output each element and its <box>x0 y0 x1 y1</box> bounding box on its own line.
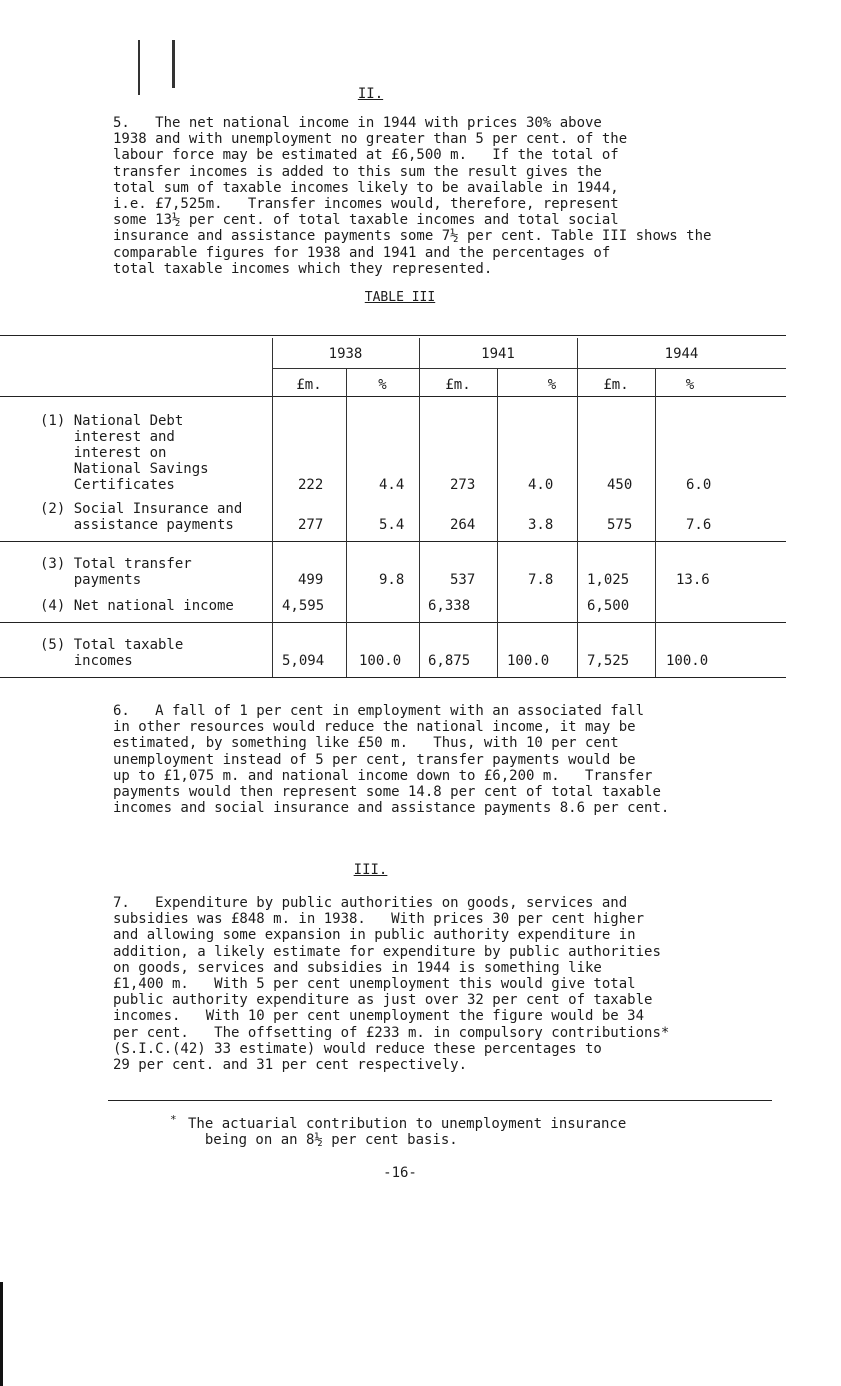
page-number: -16- <box>383 1165 417 1181</box>
table-cell: 7.8 <box>528 572 554 588</box>
section-heading-ii: II. <box>357 86 384 102</box>
table-rule <box>0 335 786 336</box>
table-cell: 5,094 <box>282 653 325 669</box>
table-row-label: (5) Total taxable incomes <box>40 637 184 669</box>
table-cell: 6,875 <box>428 653 471 669</box>
scan-artefact <box>172 40 175 88</box>
table-caption: TABLE III <box>364 290 436 305</box>
table-cell: 450 <box>607 477 633 493</box>
table-cell: 6.0 <box>686 477 712 493</box>
table-cell: 4.0 <box>528 477 554 493</box>
table-cell: 9.8 <box>379 572 405 588</box>
table-row-label: (2) Social Insurance and assistance payments <box>40 501 243 533</box>
table-cell: 575 <box>607 517 633 533</box>
table-cell: 273 <box>450 477 476 493</box>
table-unit-header: £m. <box>445 377 471 393</box>
table-unit-header: £m. <box>296 377 322 393</box>
table-year-header: 1941 <box>481 346 515 362</box>
table-cell: 7.6 <box>686 517 712 533</box>
table-cell: 4.4 <box>379 477 405 493</box>
table-rule <box>0 622 786 623</box>
table-rule <box>0 677 786 678</box>
table-unit-header: % <box>378 377 387 393</box>
table-cell: 5.4 <box>379 517 405 533</box>
footnote-text: The actuarial contribution to unemployment insurance being on an 8½ per cent basis. <box>188 1116 627 1148</box>
footnote-rule <box>108 1100 772 1101</box>
table-column-rule <box>497 368 498 677</box>
table-cell: 277 <box>298 517 324 533</box>
table-rule <box>0 541 786 542</box>
table-row-label: (3) Total transfer payments <box>40 556 192 588</box>
table-cell: 1,025 <box>587 572 630 588</box>
table-cell: 100.0 <box>359 653 402 669</box>
table-unit-header: £m. <box>603 377 629 393</box>
table-cell: 537 <box>450 572 476 588</box>
table-cell: 4,595 <box>282 598 325 614</box>
table-cell: 7,525 <box>587 653 630 669</box>
table-cell: 6,338 <box>428 598 471 614</box>
table-cell: 222 <box>298 477 324 493</box>
table-cell: 13.6 <box>676 572 710 588</box>
section-heading-iii: III. <box>353 862 388 878</box>
scan-artefact <box>0 1282 3 1386</box>
paragraph-6: 6. A fall of 1 per cent in employment with an associated fall in other resources would reduce the national income, it may be estimated, by something like £50 m. Thus, with 10 per cent unemployment instead of 5 per cent, transfer payments would be up to £1,075 m. and national income down to £6,200 m. Transfer payments would then represent some 14.8 per cent of total taxable incomes and social insurance and assistance payments 8.6 per cent. <box>113 703 670 817</box>
paragraph-5: 5. The net national income in 1944 with prices 30% above 1938 and with unemployment no greater than 5 per cent. of the labour force may be estimated at £6,500 m. If the total of transfer incomes is added to this sum the result gives the total sum of taxable incomes likely to be available in 1944, i.e. £7,525m. Transfer incomes would, therefore, represent some 13½ per cent. of total taxable incomes and total social insurance and assistance payments some 7½ per cent. Table III shows the comparable figures for 1938 and 1941 and the percentages of total taxable incomes which they represented. <box>113 115 712 277</box>
table-rule <box>272 368 786 369</box>
table-column-rule <box>655 368 656 677</box>
table-year-header: 1944 <box>664 346 699 362</box>
table-column-rule <box>346 368 347 677</box>
table-cell: 264 <box>450 517 476 533</box>
paragraph-7: 7. Expenditure by public authorities on goods, services and subsidies was £848 m. in 1938. With prices 30 per cent higher and allowing some expansion in public authority expenditure in addition, a likely estimate for expenditure by public authorities on goods, services and subsidies in 1944 is something like £1,400 m. With 5 per cent unemployment this would give total public authority expenditure as just over 32 per cent of taxable incomes. With 10 per cent unemployment the figure would be 34 per cent. The offsetting of £233 m. in compulsory contributions* (S.I.C.(42) 33 estimate) would reduce these percentages to 29 per cent. and 31 per cent respectively. <box>113 895 670 1074</box>
table-row-label: (1) National Debt interest and interest on National Savings Certificates <box>40 413 209 493</box>
table-cell: 499 <box>298 572 324 588</box>
table-row-label: (4) Net national income <box>40 598 234 614</box>
table-cell: 6,500 <box>587 598 630 614</box>
table-cell: 100.0 <box>507 653 550 669</box>
table-rule <box>0 396 786 397</box>
table-unit-header: % <box>685 377 695 393</box>
footnote-mark: * <box>170 1113 177 1126</box>
table-unit-header: % <box>547 377 557 393</box>
table-year-header: 1938 <box>328 346 363 362</box>
table-cell: 100.0 <box>666 653 709 669</box>
table-cell: 3.8 <box>528 517 554 533</box>
